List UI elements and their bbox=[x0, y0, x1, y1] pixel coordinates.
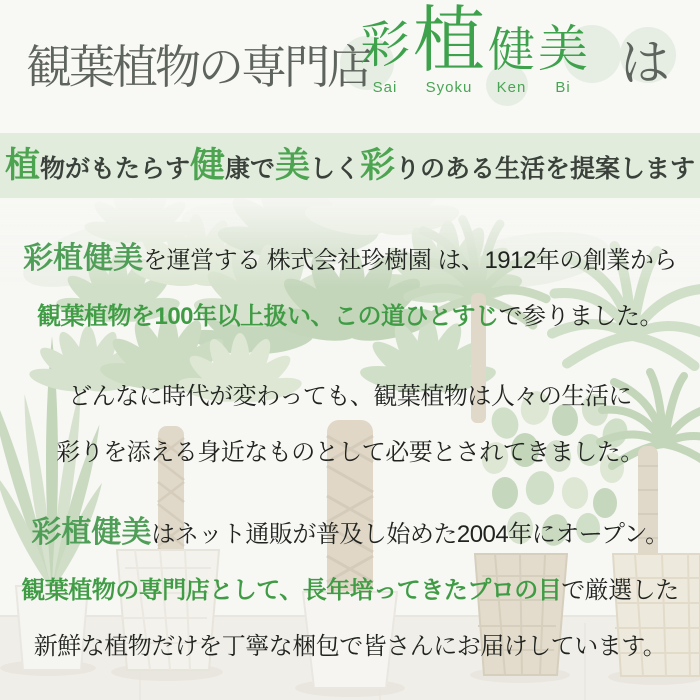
brand-name-text: 彩植健美 bbox=[31, 515, 152, 550]
story-highlight-green: 観葉植物の専門店として、長年培ってきたプロの目 bbox=[21, 577, 562, 604]
brand-name-text: 彩植健美 bbox=[23, 241, 144, 276]
brand-char-bi bbox=[538, 19, 589, 97]
tagline-green-char: 植 bbox=[4, 146, 40, 185]
story-highlight-green: 観葉植物を100年以上扱い、この道ひとすじ bbox=[36, 303, 499, 330]
story-line bbox=[0, 574, 700, 608]
brand-romaji: Syoku bbox=[425, 79, 473, 97]
brand-kanji: 美 bbox=[538, 19, 589, 78]
shop-type-label: 観葉植物の専門店 bbox=[26, 41, 370, 93]
company-name-text: 株式会社珍樹園 bbox=[266, 247, 432, 274]
story-text bbox=[0, 198, 700, 664]
brand-romaji: Sai bbox=[372, 79, 398, 97]
paragraph-philosophy bbox=[0, 380, 700, 470]
story-text-segment: で厳選した bbox=[561, 577, 679, 604]
paragraph-history bbox=[0, 242, 700, 334]
story-line bbox=[0, 300, 700, 334]
story-text-segment: は、1912年の創業から bbox=[431, 247, 677, 274]
brand-char-ken bbox=[488, 22, 536, 97]
story-line bbox=[0, 242, 700, 278]
tagline-text: りのある生活を提案します bbox=[395, 155, 696, 183]
paragraph-shop bbox=[0, 516, 700, 664]
tagline-green-char: 彩 bbox=[360, 146, 396, 185]
brand-kanji: 植 bbox=[413, 0, 486, 82]
tagline-text: 康で bbox=[224, 155, 275, 183]
story-section bbox=[0, 198, 700, 700]
brand-char-sai bbox=[360, 15, 410, 97]
brand-romaji: Bi bbox=[555, 79, 571, 97]
tagline-banner bbox=[0, 133, 700, 198]
header-suffix: は bbox=[620, 35, 670, 91]
tagline-green-char: 美 bbox=[275, 146, 311, 185]
tagline-text: 物がもたらす bbox=[39, 155, 190, 183]
story-line: どんなに時代が変わっても、観葉植物は人々の生活に bbox=[68, 383, 632, 410]
story-text-segment: で参りました。 bbox=[498, 303, 664, 330]
story-line: 新鮮な植物だけを丁寧な梱包で皆さんにお届けしています。 bbox=[33, 633, 667, 660]
brand-romaji: Ken bbox=[496, 79, 527, 97]
brand-logo bbox=[360, 0, 589, 97]
brand-kanji: 彩 bbox=[360, 15, 410, 74]
story-line: 彩りを添える身近なものとして必要とされてきました。 bbox=[56, 439, 644, 466]
story-text-segment: はネット通販が普及し始めた2004年にオープン。 bbox=[151, 521, 669, 548]
story-line bbox=[0, 516, 700, 552]
brand-kanji: 健 bbox=[488, 22, 536, 78]
header bbox=[0, 0, 700, 133]
tagline-text: しく bbox=[310, 155, 361, 183]
brand-char-syoku bbox=[413, 0, 486, 97]
tagline-green-char: 健 bbox=[189, 146, 225, 185]
story-text-segment: を運営する bbox=[143, 247, 267, 274]
